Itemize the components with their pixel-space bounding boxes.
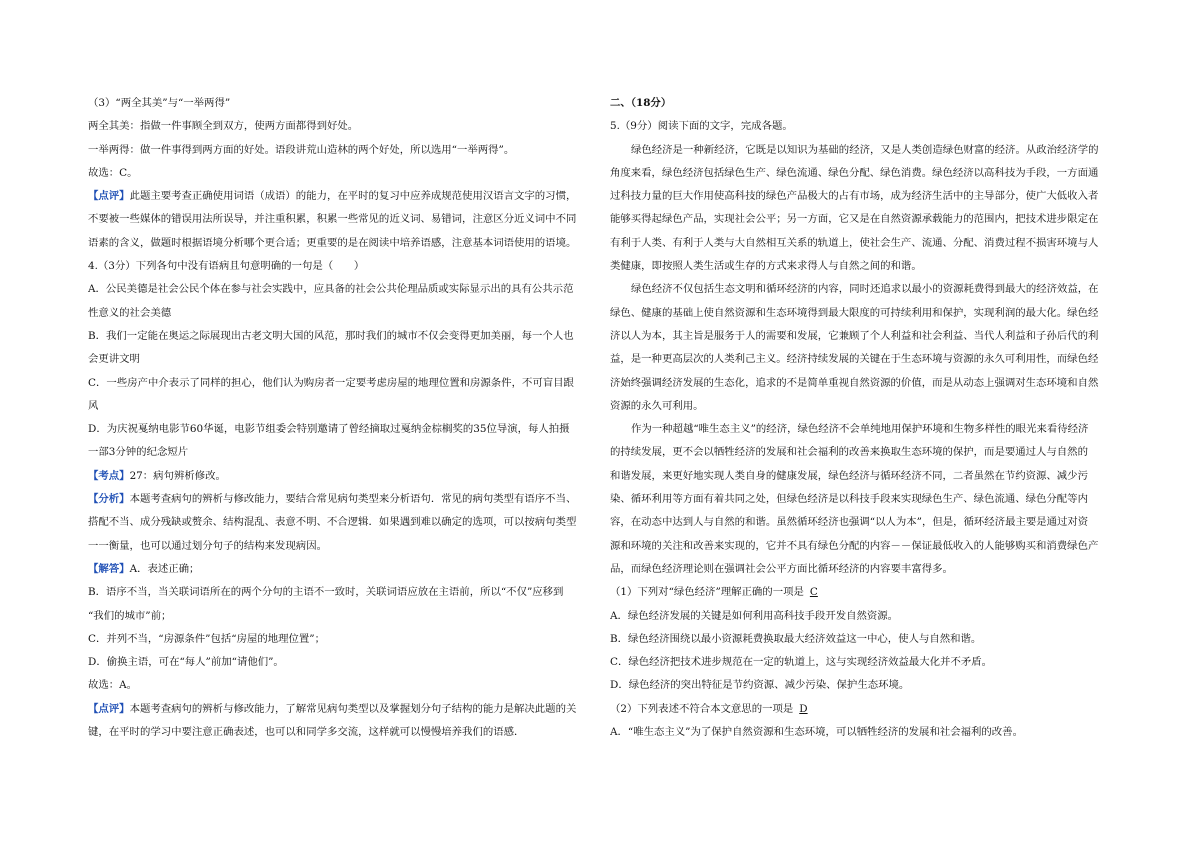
q4-fenxi-line-1: [88, 488, 590, 511]
passage-p1-line-1: 绿色经济是一种新经济，它既是以知识为基础的经济，又是人类创造绿色财富的经济。从政治经济学的: [631, 143, 1099, 156]
sub-question-1: [610, 581, 1128, 604]
jieda-text: A．表述正确；: [129, 562, 200, 575]
sub-question-2: [610, 698, 1128, 721]
q4-option-d-line-1: D．为庆祝戛纳电影节60华诞，电影节组委会特别邀请了曾经摘取过戛纳金棕榈奖的35位导演，每人拍摄: [88, 423, 570, 436]
q5-heading: 5.（9分）阅读下面的文字，完成各题。: [610, 120, 793, 133]
q3-result: 故选：C。: [88, 166, 138, 179]
q4-jieda-b-line-2: “我们的城市”前；: [88, 609, 172, 622]
q3-definition-2: 一举两得：做一件事得到两方面的好处。语段讲荒山造林的两个好处，所以选用“一举两得”。: [88, 143, 515, 156]
sub2-option-a: A．“唯生态主义”为了保护自然资源和生态环境，可以牺牲经济的发展和社会福利的改善。: [610, 726, 1023, 739]
q4-result: 故选：A。: [88, 679, 138, 692]
passage-p1-line-5: 有利于人类、有利于人类与大自然相互关系的轨道上，使社会生产、流通、分配、消费过程不损害环境与人: [610, 236, 1099, 249]
passage-p1-line-3: 过科技力量的巨大作用使高科技的绿色产品极大的占有市场，成为经济生活中的主导部分，使广大低收入者: [610, 190, 1099, 203]
passage-p3-line-2: 的持续发展，更不会以牺牲经济的发展和社会福利的改善来换取生态环境的保护，而是要通过人与自然的: [610, 446, 1088, 459]
q4-fenxi-line-3: 一一衡量，也可以通过划分句子的结构来发现病因。: [88, 539, 327, 552]
sub1-option-c: C．绿色经济把技术进步规范在一定的轨道上，这与实现经济效益最大化并不矛盾。: [610, 656, 993, 669]
q4-option-b-line-2: 会更讲文明: [88, 353, 140, 366]
kaodian-tag: 【考点】: [88, 469, 130, 482]
q4-option-b-line-1: B．我们一定能在奥运之际展现出古老文明大国的风范，那时我们的城市不仅会变得更加美丽，每一个人也: [88, 329, 574, 342]
q4-heading: 4.（3分）下列各句中没有语病且句意明确的一句是（ ）: [88, 260, 365, 273]
q3-comment-line-2: 不要被一些媒体的错误用法所误导，并注重积累，积累一些常见的近义词、易错词，注意区分近义词中不同: [88, 213, 577, 226]
q4-jieda-b-line-1: B．语序不当，当关联词语所在的两个分句的主语不一致时，关联词语应放在主语前，所以“不仅”应移到: [88, 586, 564, 599]
passage-p2-line-3: 济以人为本，其主旨是服务于人的需要和发展，它兼顾了个人利益和社会利益、当代人利益和子孙后代的利: [610, 329, 1099, 342]
comment-tag: 【点评】: [88, 190, 130, 203]
sub1-option-b: B．绿色经济围绕以最小资源耗费换取最大经济效益这一中心，使人与自然和谐。: [610, 632, 982, 645]
comment-text: 本题考查病句的辨析与修改能力，了解常见病句类型以及掌握划分句子结构的能力是解决此题的关: [129, 702, 577, 715]
passage-p2-line-6: 资源的永久可利用。: [610, 399, 704, 412]
q4-option-c-line-1: C．一些房产中介表示了同样的担心，他们认为购房者一定要考虑房屋的地理位置和房源条件，不可盲目跟: [88, 376, 574, 389]
passage-p3-line-3: 和谐发展，来更好地实现人类自身的健康发展，绿色经济与循环经济不同，二者虽然在节约资源、减少污: [610, 469, 1088, 482]
passage-p1-line-2: 角度来看，绿色经济包括绿色生产、绿色流通、绿色分配、绿色消费。绿色经济以高科技为手段，一方面通: [610, 166, 1099, 179]
q4-jieda-c: C．并列不当，“房源条件”包括“房屋的地理位置”；: [88, 632, 326, 645]
sub-question-2-answer: D: [799, 702, 808, 715]
sub-question-1-text: （1）下列对“绿色经济”理解正确的一项是: [610, 586, 804, 599]
q3-definition-1: 两全其美：指做一件事顾全到双方，使两方面都得到好处。: [88, 120, 359, 133]
section-heading: 二、（18分）: [610, 97, 672, 109]
passage-p2-line-1: 绿色经济不仅包括生态文明和循环经济的内容，同时还追求以最小的资源耗费得到最大的经济效益，在: [631, 283, 1099, 296]
q4-comment-line-2: 键，在平时的学习中要注意正确表述，也可以和同学多交流，这样就可以慢慢培养我们的语感．: [88, 726, 525, 739]
passage-p1-line-6: 类健康，即按照人类生活或生存的方式来求得人与自然之间的和谐。: [610, 260, 922, 273]
q4-jieda: [88, 558, 590, 581]
q3-heading: （3）“两全其美”与“一举两得”: [88, 97, 231, 109]
passage-p3-line-1: 作为一种超越“唯生态主义”的经济，绿色经济不会单纯地用保护环境和生物多样性的眼光来看待经济: [631, 423, 1089, 436]
sub-question-2-text: （2）下列表述不符合本文意思的一项是: [610, 702, 794, 715]
passage-p3-line-6: 源和环境的关注和改善来实现的，它并不具有绿色分配的内容－－保证最低收入的人能够购买和消费绿色产: [610, 539, 1099, 552]
fenxi-text: 本题考查病句的辨析与修改能力，要结合常见病句类型来分析语句．常见的病句类型有语序不当、: [129, 493, 577, 506]
sub-question-1-answer: C: [809, 586, 818, 599]
q4-option-a-line-2: 性意义的社会美德: [88, 306, 172, 319]
q4-jieda-d: D．偷换主语，可在“每人”前加“请他们”。: [88, 656, 284, 669]
fenxi-tag: 【分析】: [88, 493, 130, 506]
passage-p3-line-4: 染、循环利用等方面有着共同之处，但绿色经济是以科技手段来实现绿色生产、绿色流通、绿色分配等内: [610, 493, 1088, 506]
passage-p3-line-5: 容，在动态中达到人与自然的和谐。虽然循环经济也强调“以人为本”，但是，循环经济最主要是通过对资: [610, 516, 1089, 529]
q4-option-a-line-1: A．公民美德是社会公民个体在参与社会实践中，应具备的社会公共伦理品质或实际显示出的具有公共示范: [88, 283, 574, 296]
passage-p2-line-4: 益，是一种更高层次的人类利己主义。经济持续发展的关键在于生态环境与资源的永久可利用性，而绿色经: [610, 353, 1099, 366]
jieda-tag: 【解答】: [88, 562, 130, 575]
right-column: [610, 92, 1128, 744]
passage-p1-line-4: 能够买得起绿色产品，实现社会公平；另一方面，它又是在自然资源承载能力的范围内，把技术进步限定在: [610, 213, 1099, 226]
q3-comment-line-1: [88, 185, 590, 208]
q4-fenxi-line-2: 搭配不当、成分残缺或赘余、结构混乱、表意不明、不合逻辑．如果遇到难以确定的选项，可以按病句类型: [88, 516, 577, 529]
q3-comment-line-3: 语素的含义，做题时根据语境分析哪个更合适；更重要的是在阅读中培养语感，注意基本词语使用的语境。: [88, 236, 577, 249]
comment-text: 此题主要考查正确使用词语（成语）的能力，在平时的复习中应养成规范使用汉语言文字的习惯，: [129, 190, 577, 203]
left-column: [88, 92, 590, 744]
kaodian-text: 27：病句辨析修改。: [129, 469, 226, 482]
q4-comment-line-1: [88, 698, 590, 721]
q4-kaodian: [88, 465, 590, 488]
passage-p3-line-7: 品，而绿色经济理论则在强调社会公平方面比循环经济的内容要丰富得多。: [610, 562, 953, 575]
sub1-option-a: A．绿色经济发展的关键是如何利用高科技手段开发自然资源。: [610, 609, 899, 622]
sub1-option-d: D．绿色经济的突出特征是节约资源、减少污染、保护生态环境。: [610, 679, 910, 692]
q4-option-c-line-2: 风: [88, 399, 99, 412]
comment-tag: 【点评】: [88, 702, 130, 715]
passage-p2-line-5: 济始终强调经济发展的生态化，追求的不是简单重视自然资源的价值，而是从动态上强调对生态环境和自然: [610, 376, 1099, 389]
passage-p2-line-2: 绿色、健康的基础上使自然资源和生态环境得到最大限度的可持续利用和保护，实现利润的最大化。绿色经: [610, 306, 1099, 319]
q4-option-d-line-2: 一部3分钟的纪念短片: [88, 446, 189, 459]
